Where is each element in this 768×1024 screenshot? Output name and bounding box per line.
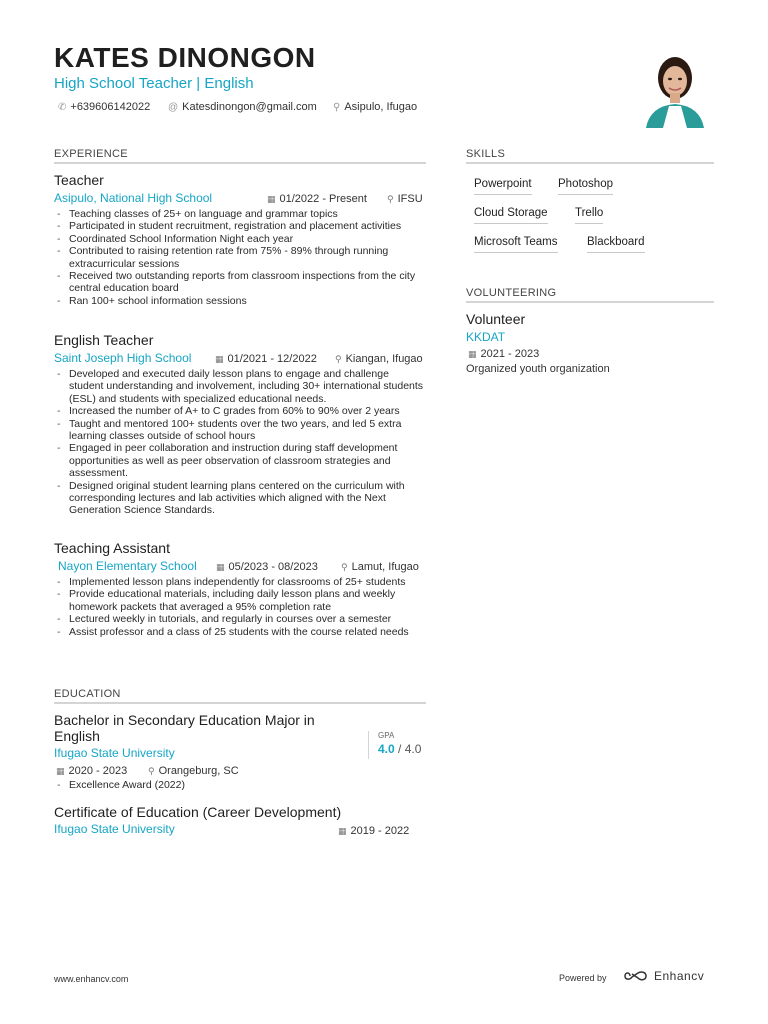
gpa-value: 4.0 <box>378 742 395 756</box>
gpa-score <box>378 742 421 756</box>
contact-phone <box>58 101 150 113</box>
powered-by-label: Powered by <box>559 973 607 983</box>
calendar-icon: ▦ <box>468 348 477 359</box>
volunteer-description: Organized youth organization <box>466 363 610 375</box>
list-item: - Implemented lesson plans independently for classrooms of 25+ students <box>54 576 424 588</box>
email-text[interactable]: Katesdinongon@gmail.com <box>182 101 317 113</box>
list-item: - Taught and mentored 100+ students over the two years, and led 5 extra learning classes outside of school hours <box>54 418 424 443</box>
education-school: Ifugao State University <box>54 746 175 760</box>
education-dates-text: 2019 - 2022 <box>350 825 410 837</box>
infinity-logo-icon <box>624 969 650 983</box>
skills-heading: SKILLS <box>466 148 506 160</box>
location-pin-icon: ⚲ <box>333 101 341 113</box>
education-location <box>148 765 239 777</box>
job-location <box>335 353 423 365</box>
list-item: - Coordinated School Information Night each year <box>54 233 424 245</box>
list-item: - Contributed to raising retention rate from 75% - 89% through running extracurricular sessions <box>54 245 424 270</box>
enhancv-logo[interactable] <box>624 969 704 983</box>
job-dates-text: 01/2021 - 12/2022 <box>227 353 317 365</box>
job-organization: Saint Joseph High School <box>54 351 192 365</box>
education-dates-text: 2020 - 2023 <box>68 765 128 777</box>
gpa-max: / 4.0 <box>398 742 422 756</box>
list-item: - Participated in student recruitment, registration and placement activities <box>54 220 424 232</box>
contact-location <box>333 101 417 113</box>
education-dates <box>56 765 127 777</box>
calendar-icon: ▦ <box>56 765 65 776</box>
footer-url[interactable]: www.enhancv.com <box>54 974 129 984</box>
education-heading: EDUCATION <box>54 688 121 700</box>
education-school: Ifugao State University <box>54 822 175 836</box>
job-organization: Asipulo, National High School <box>54 191 213 205</box>
job-organization: Nayon Elementary School <box>58 559 197 573</box>
job-title: Teaching Assistant <box>54 540 170 556</box>
volunteer-organization: KKDAT <box>466 330 506 344</box>
education-dates <box>338 825 409 837</box>
list-item: - Excellence Award (2022) <box>54 779 424 791</box>
list-item: - Engaged in peer collaboration and instruction during staff development opportunities as well as peer observation of classroom strategies and assessment. <box>54 442 424 479</box>
education-degree: Bachelor in Secondary Education Major in English <box>54 712 315 744</box>
calendar-icon: ▦ <box>338 825 347 836</box>
job-dates-text: 01/2022 - Present <box>279 193 367 205</box>
job-location <box>387 193 423 205</box>
calendar-icon: ▦ <box>216 561 225 572</box>
skills-divider <box>466 162 714 164</box>
candidate-name: KATES DINONGON <box>54 42 316 73</box>
list-item: - Lectured weekly in tutorials, and regularly in courses over a semester <box>54 613 424 625</box>
volunteering-divider <box>466 301 714 303</box>
brand-name: Enhancv <box>654 969 705 983</box>
candidate-title: High School Teacher | English <box>54 75 254 92</box>
calendar-icon: ▦ <box>215 353 224 364</box>
list-item: - Received two outstanding reports from classroom inspections from the city central education board <box>54 270 424 295</box>
job-bullets <box>54 368 424 517</box>
list-item: - Increased the number of A+ to C grades from 60% to 90% over 2 years <box>54 405 424 417</box>
job-location-text: Lamut, Ifugao <box>351 561 419 573</box>
list-item: - Designed original student learning plans centered on the curriculum with corresponding lectures and lab activities which aligned with the Next Generation Science Standards. <box>54 480 424 517</box>
job-bullets <box>54 576 424 638</box>
profile-photo <box>636 48 714 128</box>
phone-icon: ✆ <box>58 101 67 113</box>
job-dates <box>215 353 317 365</box>
volunteer-title: Volunteer <box>466 311 526 327</box>
list-item: - Assist professor and a class of 25 students with the course related needs <box>54 626 424 638</box>
location-pin-icon: ⚲ <box>341 561 348 572</box>
skill-tag: Blackboard <box>587 236 645 253</box>
skill-tag: Powerpoint <box>474 178 532 195</box>
experience-divider <box>54 162 426 164</box>
list-item: - Developed and executed daily lesson plans to engage and challenge student understanding and involvement, including 30+ international students (ESL) and students with specialized educational needs. <box>54 368 424 405</box>
education-divider <box>54 702 426 704</box>
location-pin-icon: ⚲ <box>148 765 155 776</box>
job-dates-text: 05/2023 - 08/2023 <box>228 561 318 573</box>
education-location-text: Orangeburg, SC <box>158 765 239 777</box>
experience-heading: EXPERIENCE <box>54 148 128 160</box>
skill-tag: Photoshop <box>558 178 613 195</box>
location-pin-icon: ⚲ <box>387 193 394 204</box>
gpa-label: GPA <box>378 731 395 740</box>
at-icon: @ <box>168 101 179 113</box>
location-text: Asipulo, Ifugao <box>344 101 418 113</box>
volunteer-dates-text: 2021 - 2023 <box>480 348 540 360</box>
job-title: English Teacher <box>54 332 154 348</box>
list-item: - Ran 100+ school information sessions <box>54 295 424 307</box>
job-bullets <box>54 208 424 307</box>
volunteer-dates <box>468 348 539 360</box>
contact-email[interactable] <box>168 101 317 113</box>
job-dates <box>216 561 318 573</box>
education-bullets <box>54 779 424 791</box>
volunteering-heading: VOLUNTEERING <box>466 287 557 299</box>
calendar-icon: ▦ <box>267 193 276 204</box>
job-location <box>341 561 419 573</box>
skill-tag: Trello <box>575 207 603 224</box>
job-dates <box>267 193 367 205</box>
portrait-image <box>636 48 714 128</box>
education-degree: Certificate of Education (Career Development) <box>54 804 342 820</box>
job-location-text: Kiangan, Ifugao <box>345 353 423 365</box>
skill-tag: Microsoft Teams <box>474 236 558 253</box>
skill-tag: Cloud Storage <box>474 207 548 224</box>
job-title: Teacher <box>54 172 104 188</box>
location-pin-icon: ⚲ <box>335 353 342 364</box>
list-item: - Teaching classes of 25+ on language and grammar topics <box>54 208 424 220</box>
gpa-divider <box>368 731 369 759</box>
list-item: - Provide educational materials, including daily lesson plans and weekly homework packets that averaged a 95% completion rate <box>54 588 424 613</box>
job-location-text: IFSU <box>397 193 423 205</box>
phone-text: +639606142022 <box>70 101 151 113</box>
